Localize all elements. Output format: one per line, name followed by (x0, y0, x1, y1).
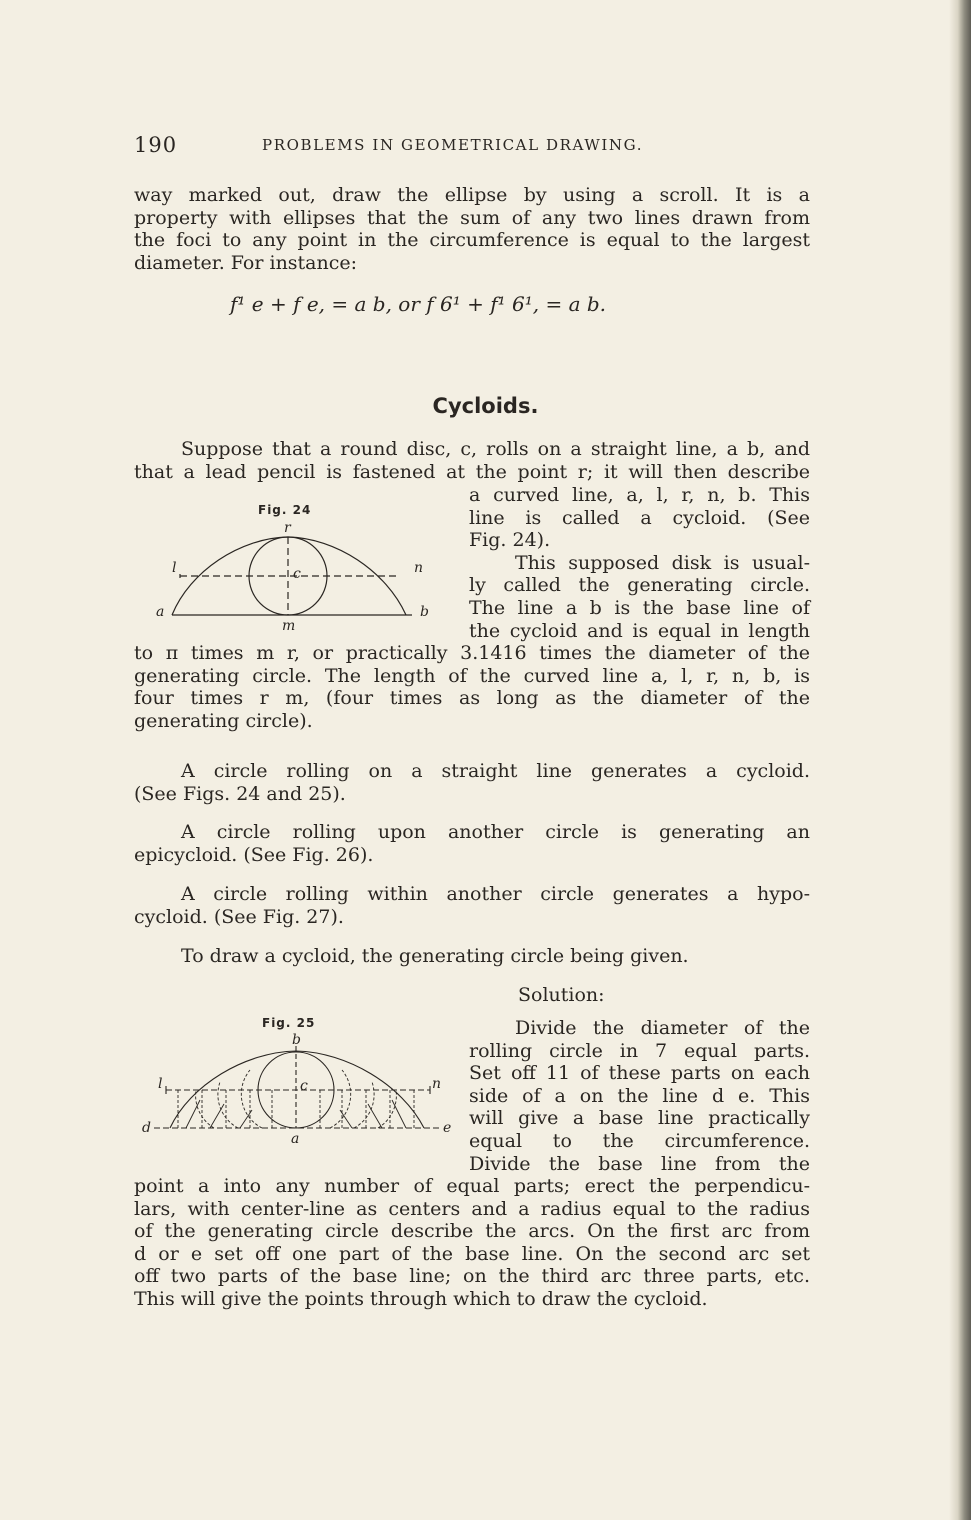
running-head: PROBLEMS IN GEOMETRICAL DRAWING. (262, 136, 644, 154)
definition-epicycloid (134, 821, 810, 866)
text-line: off two parts of the base line; on the third arc three parts, etc. (134, 1265, 810, 1288)
label-c: c (293, 566, 301, 582)
label-d: d (142, 1120, 151, 1136)
intro-paragraph (134, 184, 810, 274)
page-number: 190 (134, 133, 178, 157)
figure-24-diagram (150, 516, 440, 636)
cycloid-intro-full (134, 438, 810, 483)
text-line: lars, with center-line as centers and a radius equal to the radius (134, 1197, 810, 1220)
text-line: ly called the generating circle. (469, 574, 810, 597)
text-line: side of a on the line d e. This (469, 1084, 810, 1107)
text-line: Divide the diameter of the (515, 1017, 810, 1039)
solution-after-figure (134, 1175, 810, 1311)
text-line: The line a b is the base line of (469, 596, 810, 619)
text-line: A circle rolling upon another circle is generating an (181, 821, 810, 843)
label-b: b (292, 1032, 301, 1048)
text-line: to π times m r, or practically 3.1416 times the diameter of the (134, 642, 810, 664)
text-line: diameter. For instance: (134, 251, 358, 274)
text-line: Suppose that a round disc, c, rolls on a straight line, a b, and (181, 438, 810, 460)
label-n: n (432, 1076, 442, 1092)
text-line: This will give the points through which to draw the cycloid. (134, 1287, 708, 1310)
figure-25-diagram (140, 1030, 460, 1150)
text-line: line is called a cycloid. (See (469, 506, 810, 529)
text-line: To draw a cycloid, the generating circle being given. (181, 945, 689, 967)
text-line: Set off 11 of these parts on each (469, 1062, 810, 1085)
problem-statement (134, 945, 810, 968)
label-a: a (291, 1131, 300, 1147)
text-line: way marked out, draw the ellipse by using a scroll. It is a (134, 184, 810, 206)
text-line: cycloid. (See Fig. 27). (134, 905, 344, 928)
figure-24-caption: Fig. 24 (258, 503, 312, 517)
label-n: n (414, 560, 424, 576)
text-line: the foci to any point in the circumference is equal to the largest (134, 229, 810, 252)
text-line: Fig. 24). (469, 529, 551, 552)
label-c: c (300, 1078, 308, 1094)
text-line: rolling circle in 7 equal parts. (469, 1039, 810, 1062)
text-line: epicycloid. (See Fig. 26). (134, 843, 374, 866)
text-line: of the generating circle describe the arcs. On the first arc from (134, 1220, 810, 1243)
section-title: Cycloids. (432, 394, 539, 418)
label-e: e (443, 1120, 452, 1136)
page-header (134, 133, 810, 159)
text-line: property with ellipses that the sum of any two lines drawn from (134, 206, 810, 229)
text-line: a curved line, a, l, r, n, b. This (469, 484, 810, 506)
text-line: A circle rolling on a straight line generates a cycloid. (181, 760, 810, 782)
text-line: generating circle. The length of the curved line a, l, r, n, b, is (134, 664, 810, 687)
label-l: l (158, 1076, 163, 1092)
cycloid-intro-after-figure (134, 642, 810, 732)
book-spine-edge (949, 0, 971, 1520)
text-line: This supposed disk is usual- (515, 551, 810, 574)
text-line: d or e set off one part of the base line. On the second arc set (134, 1242, 810, 1265)
definition-cycloid (134, 760, 810, 805)
text-line: (See Figs. 24 and 25). (134, 782, 346, 805)
text-line: A circle rolling within another circle generates a hypo- (181, 883, 810, 905)
ellipse-formula: f¹ e + f e, = a b, or f 6¹ + f¹ 6¹, = a b. (230, 292, 607, 316)
figure-25-caption: Fig. 25 (262, 1016, 316, 1030)
cycloid-intro-beside-figure (469, 484, 810, 642)
definition-hypocycloid (134, 883, 810, 928)
label-a: a (156, 604, 165, 620)
text-line: four times r m, (four times as long as the diameter of the (134, 687, 810, 710)
text-line: point a into any number of equal parts; erect the perpendicu- (134, 1175, 810, 1197)
label-m: m (282, 618, 296, 634)
label-r: r (284, 520, 291, 536)
text-line: will give a base line practically (469, 1107, 810, 1130)
solution-beside-figure (469, 1017, 810, 1175)
text-line: generating circle). (134, 709, 313, 732)
text-line: Divide the base line from the (469, 1152, 810, 1175)
text-line: that a lead pencil is fastened at the point r; it will then describe (134, 460, 810, 483)
label-l: l (172, 560, 177, 576)
text-line: the cycloid and is equal in length (469, 619, 810, 642)
solution-heading: Solution: (518, 984, 605, 1006)
text-line: equal to the circumference. (469, 1129, 810, 1152)
label-b: b (420, 604, 429, 620)
